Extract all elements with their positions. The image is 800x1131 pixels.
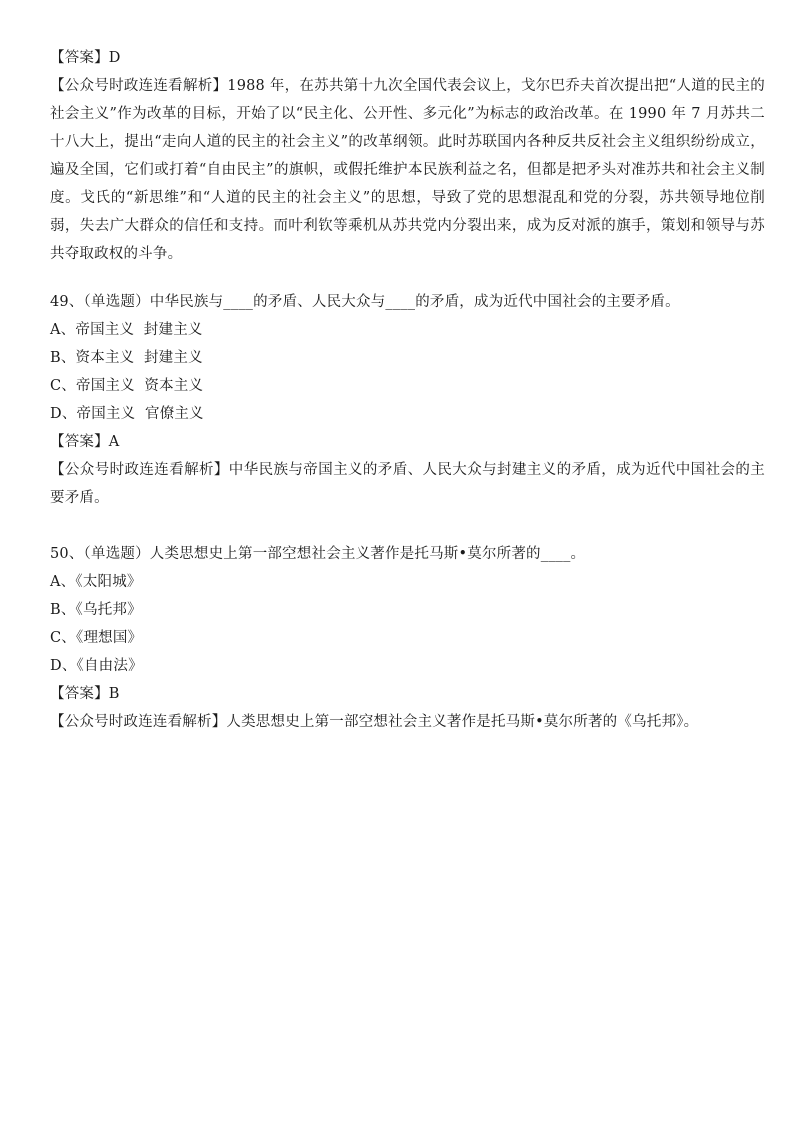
spacer	[50, 512, 765, 540]
q49-option-d: D、帝国主义 官僚主义	[50, 406, 204, 422]
q48-answer: 【答案】D	[50, 50, 121, 66]
q49-answer: 【答案】A	[50, 434, 120, 450]
q50-option-d: D、《自由法》	[50, 658, 143, 674]
document-page	[50, 44, 765, 736]
q49-question: 49、（单选题）中华民族与____的矛盾、人民大众与____的矛盾，成为近代中国社会的主要矛盾。	[50, 294, 680, 310]
q50-answer: 【答案】B	[50, 686, 120, 702]
q50-option-c: C、《理想国》	[50, 630, 143, 646]
q49-option-b: B、资本主义 封建主义	[50, 350, 203, 366]
q49-option-c: C、帝国主义 资本主义	[50, 378, 204, 394]
q50-option-b: B、《乌托邦》	[50, 602, 142, 618]
q48-analysis: 【公众号时政连连看解析】1988 年，在苏共第十九次全国代表会议上，戈尔巴乔夫首次提出把“人道的民主的社会主义”作为改革的目标，开始了以“民主化、公开性、多元化”为标志的政治改革。在 1990 年 7 月苏共二十八大上，提出“走向人道的民主的社会主义”的改革纲领。此时苏联国内各种反共反社会主义组织纷纷成立，遍及全国，它们或打着“自由民主”的旗帜，或假托维护本民族利益之名，但都是把矛头对准苏共和社会主义制度。戈氏的“新思维”和“人道的民主的社会主义”的思想，导致了党的思想混乱和党的分裂，苏共领导地位削弱，失去广大群众的信任和支持。而叶利钦等乘机从苏共党内分裂出来，成为反对派的旗手，策划和领导与苏共夺取政权的斗争。	[50, 78, 765, 262]
q50-question: 50、（单选题）人类思想史上第一部空想社会主义著作是托马斯•莫尔所著的____。	[50, 546, 586, 562]
q49-analysis: 【公众号时政连连看解析】中华民族与帝国主义的矛盾、人民大众与封建主义的矛盾，成为近代中国社会的主要矛盾。	[50, 462, 765, 506]
q50-option-a: A、《太阳城》	[50, 574, 142, 590]
q50-analysis: 【公众号时政连连看解析】人类思想史上第一部空想社会主义著作是托马斯•莫尔所著的《乌托邦》。	[50, 714, 699, 730]
q49-option-a: A、帝国主义 封建主义	[50, 322, 203, 338]
spacer	[50, 268, 765, 288]
